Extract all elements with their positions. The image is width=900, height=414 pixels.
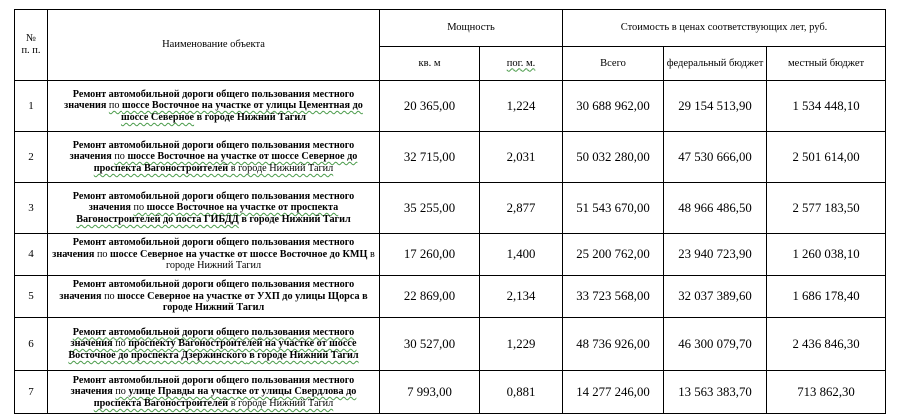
row-number: 1	[15, 81, 48, 132]
object-name	[48, 234, 380, 276]
object-name-part: Ремонт автомобильной дороги общего пользования местного значения	[69, 139, 355, 163]
cost-local: 2 501 614,00	[767, 132, 886, 183]
length-lin-m: 1,229	[480, 318, 563, 371]
table-row	[15, 276, 886, 318]
object-name-part: по	[114, 151, 128, 163]
cost-local: 713 862,30	[767, 371, 886, 414]
cost-total: 50 032 280,00	[563, 132, 664, 183]
row-number: 5	[15, 276, 48, 318]
object-name	[48, 183, 380, 234]
cost-federal: 46 300 079,70	[664, 318, 767, 371]
cost-total: 48 736 926,00	[563, 318, 664, 371]
cost-federal: 48 966 486,50	[664, 183, 767, 234]
cost-federal: 29 154 513,90	[664, 81, 767, 132]
cost-total: 33 723 568,00	[563, 276, 664, 318]
header-name: Наименование объекта	[48, 10, 380, 81]
cost-federal: 32 037 389,60	[664, 276, 767, 318]
object-name-part: шоссе Северное на участке от УХП до улицы Щорса	[117, 290, 360, 302]
cost-local: 1 534 448,10	[767, 81, 886, 132]
row-number: 6	[15, 318, 48, 371]
header-num: № п. п.	[15, 10, 48, 81]
table-row	[15, 183, 886, 234]
table-row	[15, 234, 886, 276]
object-name-part: по	[115, 386, 129, 398]
object-name-part: в городе Нижний Тагил	[228, 397, 334, 409]
object-name-part: Ремонт автомобильной дороги общего пользования местного значения	[70, 326, 355, 350]
row-number: 2	[15, 132, 48, 183]
object-name-part: в городе Нижний Тагил	[246, 349, 359, 361]
header-power: Мощность	[380, 10, 563, 47]
area-sq-m: 20 365,00	[380, 81, 480, 132]
object-name-part: улице Правды на участке от улицы Свердлова до проспекта Вагоностроителей	[93, 386, 357, 409]
area-sq-m: 7 993,00	[380, 371, 480, 414]
header-cost-loc: местный бюджет	[767, 47, 886, 81]
object-name-part: Ремонт автомобильной дороги общего пользования местного значения	[52, 237, 355, 260]
object-name-part: шоссе Восточное на участке от проспекта Вагоностроителей до поста ГИБДД	[76, 202, 339, 225]
header-power-sq: кв. м	[380, 47, 480, 81]
row-number: 3	[15, 183, 48, 234]
cost-federal: 23 940 723,90	[664, 234, 767, 276]
object-name-part: шоссе Северное на участке от шоссе Восточное до КМЦ	[110, 248, 368, 260]
row-number: 7	[15, 371, 48, 414]
object-name-part: Ремонт автомобильной дороги общего пользования местного значения	[64, 88, 355, 112]
object-name-part: в городе Нижний Тагил	[165, 248, 375, 272]
area-sq-m: 17 260,00	[380, 234, 480, 276]
object-name	[48, 276, 380, 318]
header-power-lin: пог. м.	[480, 47, 563, 81]
object-name	[48, 318, 380, 371]
cost-total: 30 688 962,00	[563, 81, 664, 132]
cost-federal: 13 563 383,70	[664, 371, 767, 414]
table-row	[15, 371, 886, 414]
cost-total: 25 200 762,00	[563, 234, 664, 276]
table-body	[15, 81, 886, 414]
cost-local: 1 260 038,10	[767, 234, 886, 276]
cost-local: 2 577 183,50	[767, 183, 886, 234]
area-sq-m: 30 527,00	[380, 318, 480, 371]
object-name-part: по	[133, 202, 147, 214]
length-lin-m: 1,224	[480, 81, 563, 132]
object-name-part: по	[104, 290, 118, 302]
cost-local: 1 686 178,40	[767, 276, 886, 318]
table-row	[15, 132, 886, 183]
object-name-part: шоссе Восточное на участке от шоссе Северное до проспекта Вагоностроителей	[93, 151, 358, 174]
object-name-part: в городе Нижний Тагил	[162, 290, 368, 314]
area-sq-m: 35 255,00	[380, 183, 480, 234]
object-name	[48, 371, 380, 414]
object-name	[48, 81, 380, 132]
object-name-part: Ремонт автомобильной дороги общего пользования местного значения	[70, 374, 355, 398]
object-name-part: по	[115, 338, 129, 350]
area-sq-m: 22 869,00	[380, 276, 480, 318]
table-row	[15, 81, 886, 132]
length-lin-m: 2,134	[480, 276, 563, 318]
object-name-part: шоссе Восточное на участке от улицы Цементная до шоссе Северное	[120, 100, 363, 123]
header-cost: Стоимость в ценах соответствующих лет, руб.	[563, 10, 886, 47]
object-name-part: в городе Нижний Тагил	[228, 162, 334, 174]
header-cost-fed: федеральный бюджет	[664, 47, 767, 81]
area-sq-m: 32 715,00	[380, 132, 480, 183]
table-row	[15, 318, 886, 371]
object-name-part: Ремонт автомобильной дороги общего пользования местного значения	[72, 190, 355, 214]
object-name-part: в городе Нижний Тагил	[194, 111, 307, 123]
object-name-part: в городе Нижний Тагил	[238, 213, 351, 225]
cost-total: 14 277 246,00	[563, 371, 664, 414]
cost-federal: 47 530 666,00	[664, 132, 767, 183]
object-name-part: по	[108, 100, 122, 112]
object-name-part: по	[96, 248, 111, 260]
road-repair-table	[14, 9, 886, 414]
length-lin-m: 0,881	[480, 371, 563, 414]
header-cost-total: Всего	[563, 47, 664, 81]
length-lin-m: 1,400	[480, 234, 563, 276]
object-name-part: проспекту Вагоностроителей на участке от шоссе Восточное до проспекта Дзержинского	[68, 338, 357, 361]
object-name-part: Ремонт автомобильной дороги общего пользования местного значения	[59, 279, 355, 302]
object-name	[48, 132, 380, 183]
cost-local: 2 436 846,30	[767, 318, 886, 371]
cost-total: 51 543 670,00	[563, 183, 664, 234]
length-lin-m: 2,031	[480, 132, 563, 183]
row-number: 4	[15, 234, 48, 276]
length-lin-m: 2,877	[480, 183, 563, 234]
